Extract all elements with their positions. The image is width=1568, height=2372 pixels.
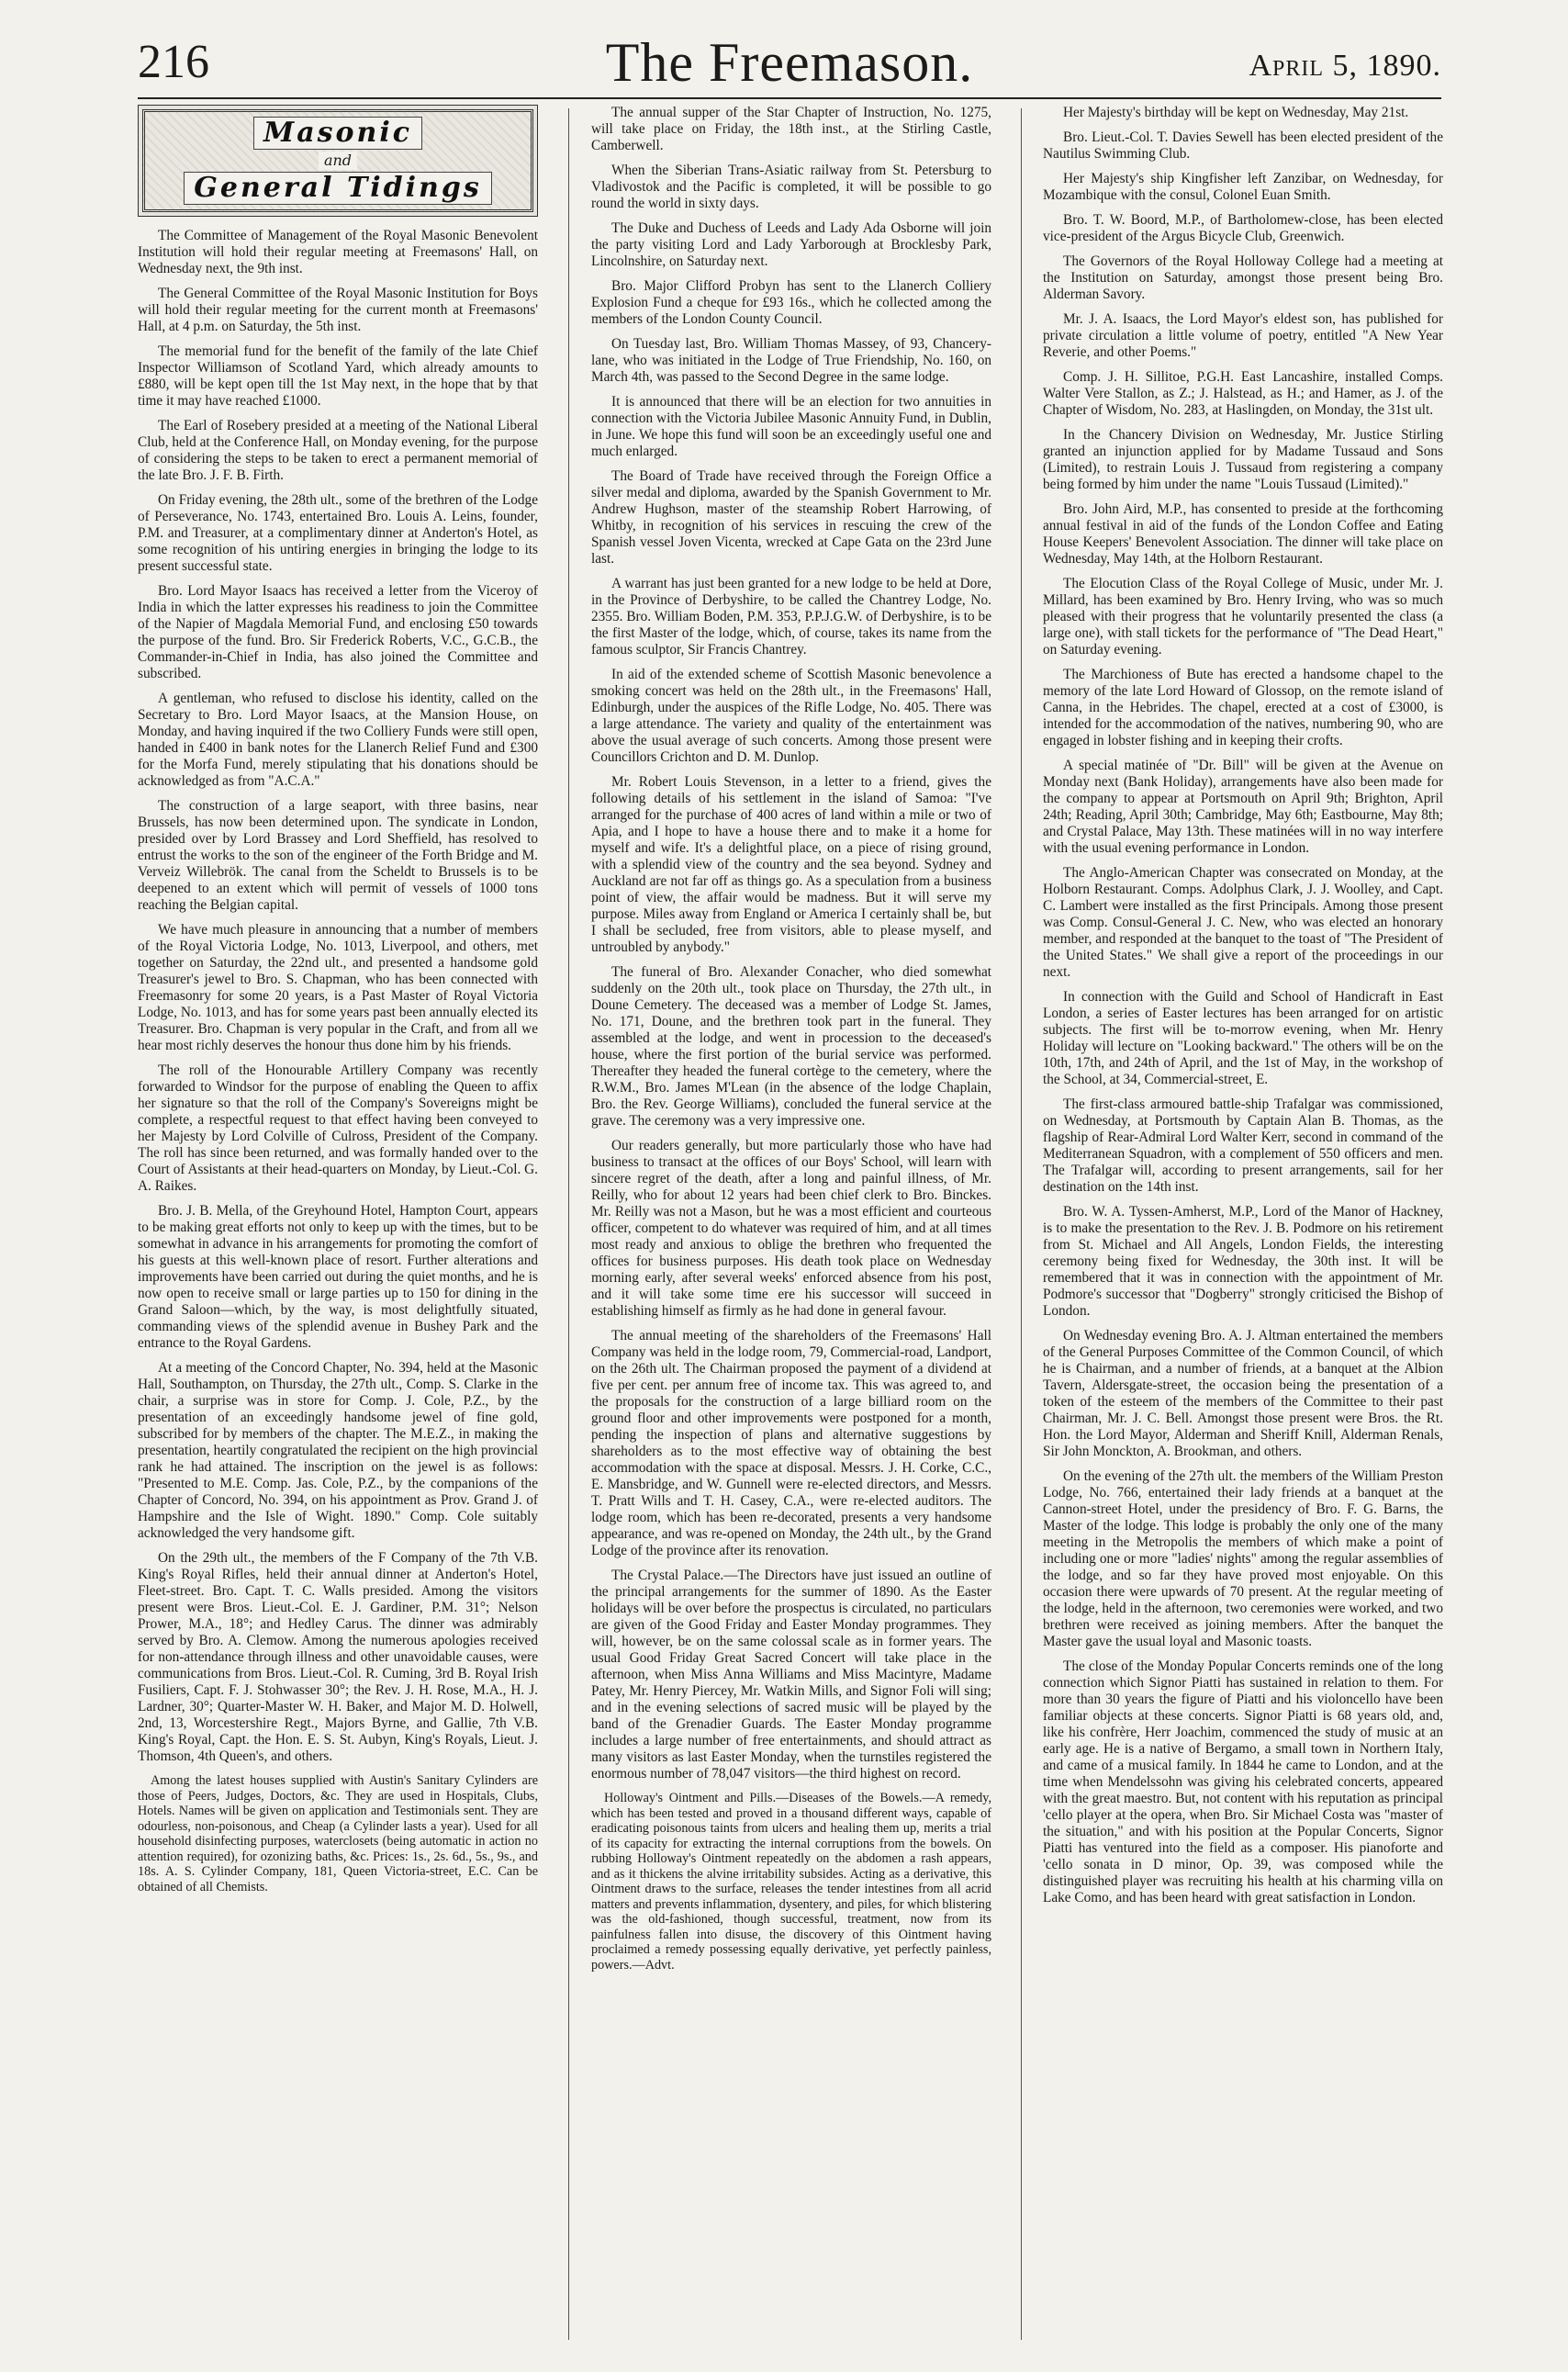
news-paragraph: The memorial fund for the benefit of the family of the late Chief Inspector Williamson of Scotland Yard, which already amounts to £880, will be kept open till the 1st May next, in the hope that by that time it may have reached £1000.: [138, 343, 538, 409]
news-paragraph: The Elocution Class of the Royal College of Music, under Mr. J. Millard, has been examined by Bro. Henry Irving, who was so much pleased with their progress that he voluntarily presented the class (a large one), with stall tickets for the performance of "The Dead Heart," on Saturday evening.: [1043, 576, 1443, 658]
banner-and: and: [319, 152, 357, 170]
news-paragraph: The Governors of the Royal Holloway College had a meeting at the Institution on Saturday, amongst those present being Bro. Alderman Savory.: [1043, 253, 1443, 302]
news-paragraph: Mr. Robert Louis Stevenson, in a letter to a friend, gives the following details of his settlement in the island of Samoa: "I've arranged for the purchase of 400 acres of land within a mile or two of Apia, and I hope to have a house there and to make it a home for myself and wife. It's a delightful place, on a piece of rising ground, with a splendid view of the country and the sea beyond. Sydney and Auckland are not far off as things go. As a speculation from a business point of view, the affair would be madness. But it will serve my purpose. Miles away from England or America I certainly shall be, but I shall be secluded, free from visitors, able to please myself, and untroubled by anybody.": [591, 774, 991, 955]
news-paragraph: The Earl of Rosebery presided at a meeting of the National Liberal Club, held at the Conference Hall, on Monday evening, for the purpose of considering the steps to be taken to erect a permanent memorial of the late Bro. J. F. B. Firth.: [138, 418, 538, 483]
news-paragraph: The Duke and Duchess of Leeds and Lady Ada Osborne will join the party visiting Lord and Lady Yarborough at Brocklesby Park, Lincolnshire, on Saturday next.: [591, 220, 991, 269]
news-paragraph: The annual supper of the Star Chapter of Instruction, No. 1275, will take place on Friday, the 18th inst., at the Stirling Castle, Camberwell.: [591, 105, 991, 153]
news-paragraph: Bro. W. A. Tyssen-Amherst, M.P., Lord of the Manor of Hackney, is to make the presentation to the Rev. J. B. Podmore on his retirement from St. Michael and All Angels, London Fields, the interesting ceremony being fixed for Wednesday, the 30th inst. It will be remembered that it was in connection with the appointment of Mr. Podmore's successor that "Dogberry" strongly criticised the Bishop of London.: [1043, 1204, 1443, 1319]
news-paragraph: Her Majesty's birthday will be kept on Wednesday, May 21st.: [1063, 105, 1409, 120]
news-paragraph: Mr. J. A. Isaacs, the Lord Mayor's eldest son, has published for private circulation a little volume of poetry, entitled "A New Year Reverie, and other Poems.": [1043, 311, 1443, 360]
section-banner: [138, 105, 538, 217]
news-paragraph: The Anglo-American Chapter was consecrated on Monday, at the Holborn Restaurant. Comps. Adolphus Clark, J. J. Woolley, and Capt. C. Lambert were installed as the first Principals. Among those present was Comp. Consul-General J. C. New, who was elected an honorary member, and responded at the banquet to the toast of "The President of the United States." We shall give a report of the proceedings in our next.: [1043, 865, 1443, 980]
news-paragraph: Comp. J. H. Sillitoe, P.G.H. East Lancashire, installed Comps. Walter Vere Stallon, as Z.; J. Halstead, as H.; and Hamer, as J. of the Chapter of Wisdom, No. 283, at Haslingden, on Monday, the 31st ult.: [1043, 369, 1443, 418]
newspaper-title: The Freemason.: [605, 32, 974, 93]
column-2: [591, 105, 991, 2345]
news-paragraph: The annual meeting of the shareholders of the Freemasons' Hall Company was held in the lodge room, 79, Commercial-road, Landport, on the 26th ult. The Chairman proposed the payment of a dividend at five per cent. per annum free of income tax. This was agreed to, and the proposals for the construction of a large billiard room on the ground floor and other improvements were postponed for a month, pending the inspection of plans and alternative suggestions by shareholders as to the most effective way of obtaining the best accommodation with the space at disposal. Messrs. J. H. Corke, C.C., E. Mansbridge, and W. Gunnell were re-elected directors, and Messrs. T. Pratt Wills and T. H. Casey, C.A., were re-elected auditors. The lodge room, which has been re-decorated, presents a very handsome appearance, and was re-opened on Monday, the 24th ult., by the Grand Lodge of the province after its renovation.: [591, 1328, 991, 1558]
column-body: [591, 105, 991, 1973]
news-paragraph: The construction of a large seaport, with three basins, near Brussels, has now been determined upon. The syndicate in London, presided over by Lord Brassey and Lord Sheffield, has resolved to entrust the works to the son of the engineer of the Forth Bridge and M. Verveiz Willebrök. The canal from the Scheldt to Brussels is to be deepened to an extent which will permit of vessels of 1000 tons reaching the Belgian capital.: [138, 798, 538, 913]
news-paragraph: The roll of the Honourable Artillery Company was recently forwarded to Windsor for the purpose of enabling the Queen to affix her signature so that the roll of the Company's Sovereigns might be complete, a respectful request to that effect having been conveyed to her Majesty by Lord Colville of Culross, President of the Company. The roll has since been returned, and was formally handed over to the Court of Assistants at their head-quarters on Monday, by Lieut.-Col. G. A. Raikes.: [138, 1062, 538, 1194]
news-paragraph: Bro. John Aird, M.P., has consented to preside at the forthcoming annual festival in aid of the funds of the London Coffee and Eating House Keepers' Benevolent Association. The dinner will take place on Wednesday, May 14th, at the Holborn Restaurant.: [1043, 501, 1443, 567]
issue-date: April 5, 1890.: [1249, 49, 1441, 83]
news-paragraph: Among the latest houses supplied with Austin's Sanitary Cylinders are those of Peers, Judges, Doctors, &c. They are used in Hospitals, Clubs, Hotels. Names will be given on application and Testimonials sent. They are odourless, non-poisonous, and Cheap (a Cylinder lasts a year). Used for all household disinfecting purposes, waterclosets (being automatic in action no attention required), for ozonizing baths, &c. Prices: 1s., 2s. 6d., 5s., 9s., and 18s. A. S. Cylinder Company, 181, Queen Victoria-street, E.C. Can be obtained of all Chemists.: [138, 1773, 538, 1894]
column-body: [1043, 105, 1443, 1906]
news-paragraph: Bro. Lord Mayor Isaacs has received a letter from the Viceroy of India in which the latter expresses his readiness to join the Committee of the Napier of Magdala Memorial Fund, and enclosing £50 towards the purpose of the fund. Bro. Sir Frederick Roberts, V.C., G.C.B., the Commander-in-Chief in India, has also joined the Committee and subscribed.: [138, 583, 538, 681]
banner-ornament: [142, 109, 533, 212]
masthead: [138, 33, 1441, 99]
news-paragraph: Bro. Major Clifford Probyn has sent to the Llanerch Colliery Explosion Fund a cheque for £93 16s., which he collected among the members of the London County Council.: [591, 278, 991, 327]
news-paragraph: The Committee of Management of the Royal Masonic Benevolent Institution will hold their regular meeting at Freemasons' Hall, on Wednesday next, the 9th inst.: [138, 228, 538, 276]
news-paragraph: Her Majesty's ship Kingfisher left Zanzibar, on Wednesday, for Mozambique with the consul, Colonel Euan Smith.: [1043, 171, 1443, 203]
news-paragraph: The Marchioness of Bute has erected a handsome chapel to the memory of the late Lord Howard of Glossop, on the remote island of Canna, in the Hebrides. The chapel, erected at a cost of £3000, is intended for the accommodation of the natives, numbering 90, who are engaged in lobster fishing and in keeping their crofts.: [1043, 667, 1443, 748]
news-paragraph: At a meeting of the Concord Chapter, No. 394, held at the Masonic Hall, Southampton, on Thursday, the 27th ult., Comp. S. Clarke in the chair, a surprise was in store for Comp. J. Cole, P.Z., by the presentation of an exceedingly handsome jewel of fine gold, subscribed for by members of the chapter. The M.E.Z., in making the presentation, heartily congratulated the recipient on the high provincial rank he had attained. The inscription on the jewel is as follows: "Presented to M.E. Comp. Jas. Cole, P.Z., by the companions of the Chapter of Concord, No. 394, on his appointment as Prov. Grand J. of Hampshire and the Isle of Wight. 1890." Comp. Cole suitably acknowledged the very handsome gift.: [138, 1360, 538, 1541]
news-paragraph: A special matinée of "Dr. Bill" will be given at the Avenue on Monday next (Bank Holiday), arrangements have also been made for the company to appear at Portsmouth on April 9th; Brighton, April 24th; Reading, April 30th; Cambridge, May 6th; Eastbourne, May 8th; and Crystal Palace, May 13th. These matinées will in no way interfere with the usual evening performance in London.: [1043, 758, 1443, 856]
news-paragraph: When the Siberian Trans-Asiatic railway from St. Petersburg to Vladivostok and the Pacific is completed, it will be possible to go round the world in sixty days.: [591, 163, 991, 211]
column-rule: [568, 108, 569, 2340]
news-paragraph: It is announced that there will be an election for two annuities in connection with the Victoria Jubilee Masonic Annuity Fund, in Dublin, in June. We hope this fund will soon be an exceedingly useful one and much enlarged.: [591, 394, 991, 459]
news-paragraph: On the evening of the 27th ult. the members of the William Preston Lodge, No. 766, entertained their lady friends at a banquet at the Cannon-street Hotel, under the presidency of Bro. F. G. Barns, the Master of the lodge. This lodge is probably the only one of the many meeting in the Metropolis the members of which make a point of including one or more "ladies' nights" among the regular assemblies of the lodge, and so far they have proved most enjoyable. On this occasion there were upwards of 70 present. At the regular meeting of the lodge, held in the afternoon, two ceremonies were worked, and two brethren were received as joining members. After the banquet the Master gave the usual loyal and Masonic toasts.: [1043, 1468, 1443, 1649]
news-paragraph: Bro. T. W. Boord, M.P., of Bartholomew-close, has been elected vice-president of the Argus Bicycle Club, Greenwich.: [1043, 212, 1443, 244]
news-paragraph: The close of the Monday Popular Concerts reminds one of the long connection which Signor Piatti has sustained in relation to them. For more than 30 years the figure of Piatti and his violoncello have been familiar objects at these concerts. Signor Piatti is 68 years old, and, like his confrère, Herr Joachim, commenced the study of music at an early age. He is a native of Bergamo, a small town in Northern Italy, and came of a musical family. In 1844 he came to London, and at the time when Mendelssohn was giving his celebrated concerts, appeared with the great maestro. But, not content with his reputation as principal 'cello player at the opera, when Bro. Sir Michael Costa was "master of the situation," and with his position at the Popular Concerts, Signor Piatti has ventured into the field as a composer. His pianoforte and 'cello sonata in D minor, Op. 39, was composed while the distinguished player was recruiting his health at his charming villa on Lake Como, and has been heard with great satisfaction in London.: [1043, 1658, 1443, 1905]
news-paragraph: The General Committee of the Royal Masonic Institution for Boys will hold their regular meeting for the current month at Freemasons' Hall, at 4 p.m. on Saturday, the 5th inst.: [138, 286, 538, 334]
news-paragraph: A warrant has just been granted for a new lodge to be held at Dore, in the Province of Derbyshire, to be called the Chantrey Lodge, No. 2355. Bro. William Boden, P.M. 353, P.P.J.G.W. of Derbyshire, is to be the first Master of the lodge, which, of course, takes its name from the famous sculptor, Sir Francis Chantrey.: [591, 576, 991, 658]
banner-line-masonic: Masonic: [253, 117, 422, 150]
news-paragraph: In the Chancery Division on Wednesday, Mr. Justice Stirling granted an injunction applied for by Madame Tussaud and Sons (Limited), to restrain Louis J. Tussaud from registering a company being formed by him under the name "Louis Tussaud (Limited).": [1043, 427, 1443, 492]
news-paragraph: Our readers generally, but more particularly those who have had business to transact at the offices of our Boys' School, will learn with sincere regret of the death, after a long and painful illness, of Mr. Reilly, who for about 12 years had been chief clerk to Bro. Binckes. Mr. Reilly was not a Mason, but he was a most efficient and courteous officer, competent to do whatever was required of him, and at all times most ready and anxious to oblige the brethren who frequented the offices for business purposes. His death took place on Wednesday morning early, after several weeks' enforced absence from his post, and it will take some time ere his successor will succeed in establishing himself as firmly as he had done in general favour.: [591, 1138, 991, 1319]
news-paragraph: A gentleman, who refused to disclose his identity, called on the Secretary to Bro. Lord Mayor Isaacs, at the Mansion House, on Monday, and having inquired if the two Colliery Funds were still open, handed in £400 in bank notes for the Llanerch Relief Fund and £300 for the Morfa Fund, merely stipulating that his donations should be acknowledged as from "A.C.A.": [138, 691, 538, 789]
news-paragraph: On Friday evening, the 28th ult., some of the brethren of the Lodge of Perseverance, No. 1743, entertained Bro. Louis A. Leins, founder, P.M. and Treasurer, at a complimentary dinner at Anderton's Hotel, as some recognition of his untiring energies in bringing the lodge to its present successful state.: [138, 492, 538, 574]
news-paragraph: The first-class armoured battle-ship Trafalgar was commissioned, on Wednesday, at Portsmouth by Captain Alan B. Thomas, as the flagship of Rear-Admiral Lord Walter Kerr, second in command of the Mediterranean Squadron, with a complement of 550 officers and men. The Trafalgar will, according to present arrangements, sail for her destination on the 14th inst.: [1043, 1096, 1443, 1195]
news-paragraph: Bro. J. B. Mella, of the Greyhound Hotel, Hampton Court, appears to be making great efforts not only to keep up with the times, but to be somewhat in advance in his arrangements for promoting the comfort of his guests at this well-known place of resort. Further alterations and improvements have been carried out during the quiet months, and he is now open to receive small or large parties up to 150 for dining in the Grand Saloon—which, by the way, is most delightfully situated, commanding views of the splendid avenue in Bushey Park and the entrance to the Royal Gardens.: [138, 1203, 538, 1351]
news-paragraph: Holloway's Ointment and Pills.—Diseases of the Bowels.—A remedy, which has been tested and proved in a thousand different ways, capable of eradicating poisonous taints from ulcers and healing them up, merits a trial of its capacity for extracting the internal corruptions from the bowels. On rubbing Holloway's Ointment repeatedly on the abdomen a rash appears, and as it thickens the alvine irritability subsides. Acting as a derivative, this Ointment draws to the surface, releases the tender intestines from all acrid matters and prevents inflammation, dysentery, and piles, for which blistering was the old-fashioned, though successful, treatment, now from its painfulness fallen into disuse, the discovery of this Ointment having proclaimed a remedy possessing equally derivative, yet perfectly painless, powers.—Advt.: [591, 1791, 991, 1973]
news-paragraph: On Wednesday evening Bro. A. J. Altman entertained the members of the General Purposes Committee of the Common Council, of which he is Chairman, and a number of friends, at a banquet at the Albion Tavern, Aldersgate-street, the occasion being the presentation of a token of the esteem of the members of the Committee to their past Chairman, Mr. J. C. Bell. Amongst those present were Bros. the Rt. Hon. the Lord Mayor, Alderman and Sheriff Knill, Alderman Renals, Sir John Monckton, A. Brookman, and others.: [1043, 1328, 1443, 1459]
page-number: 216: [138, 36, 209, 88]
news-paragraph: In aid of the extended scheme of Scottish Masonic benevolence a smoking concert was held on the 28th ult., in the Freemasons' Hall, Edinburgh, under the auspices of the Rifle Lodge, No. 405. There was a large attendance. The variety and quality of the entertainment was above the usual average of such concerts. Among those present were Councillors Crichton and D. M. Dunlop.: [591, 667, 991, 765]
column-rule: [1021, 108, 1022, 2340]
news-paragraph: On Tuesday last, Bro. William Thomas Massey, of 93, Chancery-lane, who was initiated in the Lodge of True Friendship, No. 160, on March 4th, was passed to the Second Degree in the same lodge.: [591, 336, 991, 385]
column-3: [1043, 105, 1443, 2345]
news-paragraph: Bro. Lieut.-Col. T. Davies Sewell has been elected president of the Nautilus Swimming Club.: [1043, 129, 1443, 162]
news-paragraph: The funeral of Bro. Alexander Conacher, who died somewhat suddenly on the 20th ult., took place on Thursday, the 27th ult., in Doune Cemetery. The deceased was a member of Lodge St. James, No. 171, Doune, and the brethren took part in the funeral. They assembled at the lodge, and went in procession to the deceased's house, where the first portion of the burial service was performed. Thereafter they headed the funeral cortège to the cemetery, where the R.W.M., Bro. James M'Lean (in the absence of the lodge Chaplain, Bro. the Rev. George Williams), concluded the funeral service at the grave. The ceremony was a very impressive one.: [591, 964, 991, 1129]
column-1: [138, 105, 538, 2345]
news-paragraph: In connection with the Guild and School of Handicraft in East London, a series of Easter lectures has been arranged for on artistic subjects. The first will be to-morrow evening, when Mr. Henry Holiday will lecture on "Looking backward." The others will be on the 10th, 17th, and 24th of April, and the 1st of May, in the workshop of the School, at 34, Commercial-street, E.: [1043, 989, 1443, 1087]
column-body: [138, 228, 538, 1894]
banner-line-general-tidings: General Tidings: [184, 172, 491, 205]
news-paragraph: The Crystal Palace.—The Directors have just issued an outline of the principal arrangements for the summer of 1890. As the Easter holidays will be over before the prospectus is circulated, no particulars are given of the Good Friday and Easter Monday programmes. They will, however, be on the same colossal scale as in former years. The usual Good Friday Great Sacred Concert will take place in the afternoon, when Miss Anna Williams and Miss Macintyre, Madame Patey, Mr. Henry Piercey, Mr. Watkin Mills, and Signor Foli will sing; and in the evening selections of sacred music will be played by the band of the Grenadier Guards. The Easter Monday programme includes a large number of free entertainments, and should attract as many visitors as last Easter Monday, when the turnstiles registered the enormous number of 78,047 visitors—the third highest on record.: [591, 1568, 991, 1782]
news-paragraph: We have much pleasure in announcing that a number of members of the Royal Victoria Lodge, No. 1013, Liverpool, and others, met together on Saturday, the 22nd ult., and presented a handsome gold Treasurer's jewel to Bro. S. Chapman, who has been connected with Freemasonry for some 20 years, is a Past Master of Royal Victoria Lodge, No. 1013, and has for some years past been annually elected its Treasurer. Bro. Chapman is very popular in the Craft, and from all we hear most richly deserves the honour thus done him by his friends.: [138, 922, 538, 1053]
news-paragraph: The Board of Trade have received through the Foreign Office a silver medal and diploma, awarded by the Spanish Government to Mr. Andrew Hughson, master of the steamship Robert Harrowing, of Whitby, in recognition of his services in rescuing the crew of the Spanish vessel Joven Vicenta, wrecked at Cape Gata on the 23rd June last.: [591, 468, 991, 567]
news-paragraph: On the 29th ult., the members of the F Company of the 7th V.B. King's Royal Rifles, held their annual dinner at Anderton's Hotel, Fleet-street. Bro. Capt. T. C. Walls presided. Among the visitors present were Bros. Lieut.-Col. E. J. Gardiner, P.M. 31°; Nelson Prower, M.A., 18°; and Hedley Carus. The dinner was admirably served by Bro. A. Clemow. Among the numerous apologies received for non-attendance through illness and other unavoidable causes, were communications from Bros. Lieut.-Col. R. Cuming, 3rd B. Royal Irish Fusiliers, Capt. F. J. Stohwasser 30°; the Rev. J. H. Rose, M.A., H. J. Lardner, 30°; Quarter-Master W. H. Baker, and Major M. D. Holwell, 2nd, 13, Worcestershire Regt., Majors Byrne, and Gallie, 7th V.B. King's Royal, Capt. the Hon. E. S. St. Aubyn, King's Royals, Lieut. J. Thomson, 4th Queen's, and others.: [138, 1550, 538, 1764]
